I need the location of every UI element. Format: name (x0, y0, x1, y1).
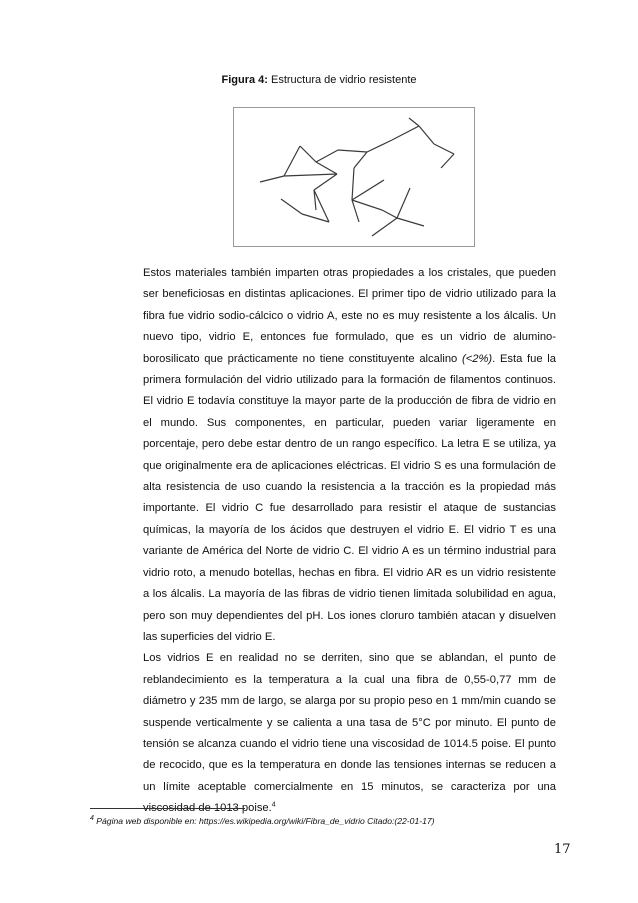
bond-line (409, 118, 419, 126)
figure-caption-label: Figura 4: (221, 74, 268, 86)
bond-line (419, 126, 434, 144)
bond-line (352, 180, 384, 200)
bond-line (284, 146, 300, 176)
bond-line (441, 154, 454, 168)
bond-line (284, 174, 337, 176)
glass-structure-diagram (234, 108, 474, 246)
bond-line (382, 210, 397, 218)
footnote-reference: 4 (271, 801, 276, 809)
bond-line (397, 218, 424, 226)
glass-structure-figure (233, 107, 475, 247)
body-text (143, 263, 556, 820)
footnote-divider (90, 808, 245, 809)
bond-line (281, 199, 302, 214)
footnote-number: 4 (90, 815, 94, 823)
bond-line (300, 146, 316, 162)
bond-line (316, 150, 338, 162)
bond-line (260, 176, 284, 182)
paragraph-2: Los vidrios E en realidad no se derriten, sino que se ablandan, el punto de reblandecimiento es la temperatura a la cual una fibra de 0,55-0,77 mm de diámetro y 235 mm de largo, se alarga por su propio peso en 1 mm/min cuando se suspende verticalmente y se calienta a una tasa de 5°C por minuto. El punto de tensión se alcanza cuando el vidrio tiene una viscosidad de 1014.5 poise. El punto de recocido, que es la temperatura en donde las tensiones internas se reducen a un límite aceptable comercialmente en 15 minutos, se caracteriza por una viscosidad de 1013 poise.$^4$ (143, 652, 556, 815)
bond-line (314, 190, 329, 222)
bond-line (367, 140, 392, 152)
bond-line (352, 168, 354, 200)
bond-line (397, 188, 410, 218)
bond-line (372, 218, 397, 236)
paragraph-1: Estos materiales también imparten otras propiedades a los cristales, que pueden ser beneficiosas en distintas aplicaciones. El primer tipo de vidrio utilizado para la fibra fue vidrio sodio-cálcico o vidrio A, este no es muy resistente a los álcalis. Un nuevo tipo, vidrio E, entonces fue formulado, que es un vidrio de alumino-borosilicato que prácticamente no tiene constituyente alcalino (<2%). Esta fue la primera formulación del vidrio utilizado para la formación de filamentos continuos. El vidrio E todavía constituye la mayor parte de la producción de fibra de vidrio en el mundo. Sus componentes, en particular, pueden variar ligeramente en porcentaje, pero debe estar dentro de un rango específico. La letra E se utiliza, ya que originalmente era de aplicaciones eléctricas. El vidrio S es una formulación de alta resistencia de uso cuando la resistencia a la tracción es la propiedad más importante. El vidrio C fue desarrollado para resistir el ataque de sustancias químicas, la mayoría de los ácidos que destruyen el vidrio E. El vidrio T es una variante de América del Norte de vidrio C. El vidrio A es un término industrial para vidrio roto, a menudo botellas, hechas en fibra. El vidrio AR es un vidrio resistente a los álcalis. La mayoría de las fibras de vidrio tienen limitada solubilidad en agua, pero son muy dependientes del pH. Los iones cloruro también atacan y disuelven las superficies del vidrio E. (143, 267, 556, 643)
bond-line (392, 126, 419, 140)
page-number: 17 (554, 842, 571, 857)
bond-line (352, 200, 359, 222)
alkali-percentage: (<2%) (461, 352, 493, 365)
footnote-text: Página web disponible en: https://es.wikipedia.org/wiki/Fibra_de_vidrio Citado:(22-01-17) (93, 816, 435, 826)
figure-caption-text: Estructura de vidrio resistente (271, 74, 417, 86)
footnote (90, 816, 435, 826)
bond-line (354, 152, 367, 168)
bond-line (352, 200, 382, 210)
bond-line (316, 162, 337, 174)
figure-caption (0, 74, 638, 86)
bond-line (302, 214, 329, 222)
bond-line (314, 174, 337, 190)
bond-line (338, 150, 367, 152)
bond-line (434, 144, 454, 154)
